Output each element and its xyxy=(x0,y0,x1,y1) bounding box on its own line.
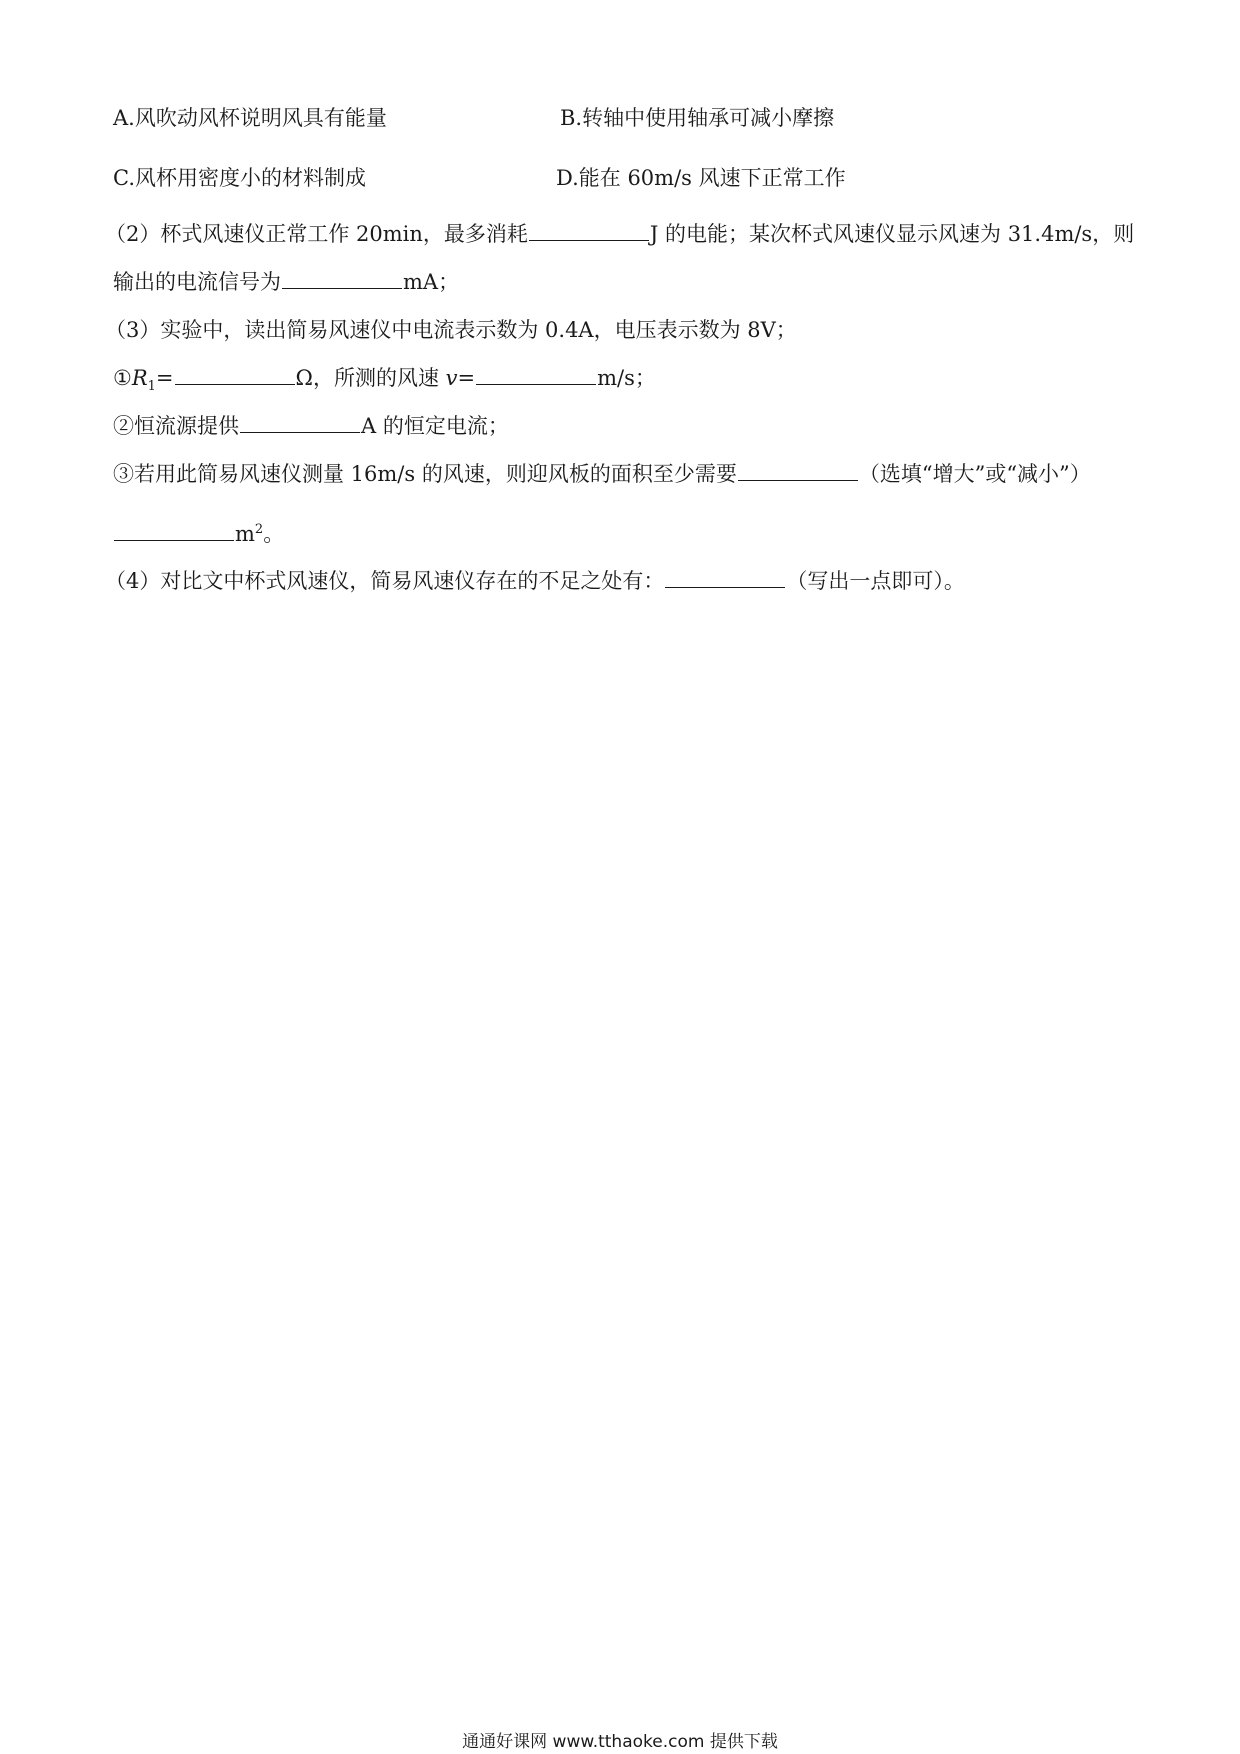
answer-blank-wind-speed[interactable] xyxy=(476,364,596,385)
options-row-cd xyxy=(113,163,846,193)
question-3-part-2 xyxy=(113,411,509,441)
answer-blank-r1[interactable] xyxy=(175,364,295,385)
q3-intro-text: （3）实验中，读出简易风速仪中电流表示数为 0.4A，电压表示数为 8V； xyxy=(105,318,797,342)
q3-p1-v: v xyxy=(445,366,458,390)
answer-blank-current-signal[interactable] xyxy=(282,268,402,289)
answer-blank-increase-decrease[interactable] xyxy=(738,460,858,481)
options-row-ab xyxy=(113,103,835,133)
answer-blank-area[interactable] xyxy=(114,520,234,541)
q3-p1-var: R xyxy=(131,366,148,390)
question-4 xyxy=(105,566,965,596)
q3-p3-unit: m xyxy=(235,522,255,546)
q2-text-pre: （2）杯式风速仪正常工作 20min，最多消耗 xyxy=(105,222,528,246)
q3-p2-pre: ②恒流源提供 xyxy=(113,414,239,438)
question-3-intro xyxy=(105,315,797,345)
q3-p3-pre: ③若用此简易风速仪测量 16m/s 的风速，则迎风板的面积至少需要 xyxy=(113,462,737,486)
question-3-part-1 xyxy=(113,363,656,402)
option-c: C.风杯用密度小的材料制成 xyxy=(113,166,366,190)
answer-blank-constant-current[interactable] xyxy=(240,412,360,433)
q3-p1-subscript: 1 xyxy=(147,379,156,395)
q3-p3-superscript: 2 xyxy=(254,522,264,537)
q2-line2-pre: 输出的电流信号为 xyxy=(113,270,281,294)
q3-p1-end: m/s； xyxy=(597,366,656,390)
q3-p3-post: （选填“增大”或“减小”） xyxy=(858,462,1091,486)
question-3-part-3 xyxy=(113,459,1091,489)
q3-p1-marker: ① xyxy=(113,366,132,390)
question-2-line-1 xyxy=(105,219,1134,249)
q3-p1-eq2: = xyxy=(457,366,476,390)
question-2-line-2 xyxy=(113,267,459,297)
answer-blank-shortcoming[interactable] xyxy=(665,567,785,588)
q3-p2-post: A 的恒定电流； xyxy=(361,414,509,438)
q3-p1-mid: Ω，所测的风速 xyxy=(295,366,446,390)
answer-blank-energy[interactable] xyxy=(529,220,649,241)
option-d: D.能在 60m/s 风速下正常工作 xyxy=(556,166,846,190)
q3-p1-eq: = xyxy=(155,366,174,390)
q4-pre: （4）对比文中杯式风速仪，简易风速仪存在的不足之处有： xyxy=(105,569,665,593)
page-footer: 通通好课网 www.tthaoke.com 提供下载 xyxy=(462,1732,778,1752)
q2-line2-post: mA； xyxy=(403,270,460,294)
option-b: B.转轴中使用轴承可减小摩擦 xyxy=(560,106,835,130)
q2-text-post: J 的电能；某次杯式风速仪显示风速为 31.4m/s，则 xyxy=(649,222,1135,246)
question-3-part-3-line-2 xyxy=(113,515,284,549)
q4-post: （写出一点即可）。 xyxy=(786,569,965,593)
option-a: A.风吹动风杯说明风具有能量 xyxy=(113,106,387,130)
q3-p3-end: 。 xyxy=(263,522,285,546)
